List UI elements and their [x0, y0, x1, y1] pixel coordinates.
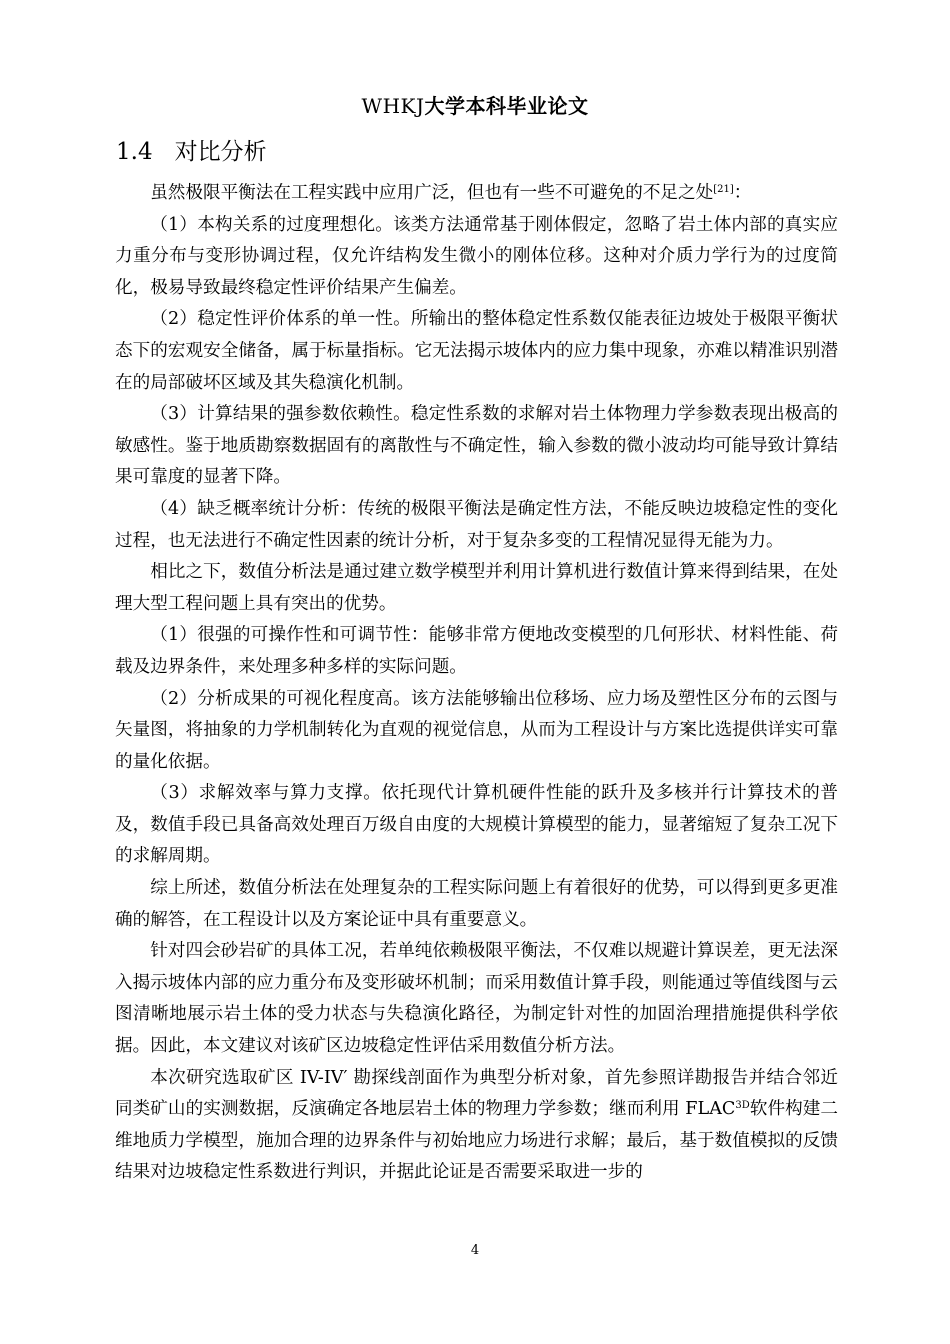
paragraph: 相比之下，数值分析法是通过建立数学模型并利用计算机进行数值计算来得到结果，在处理大型工程问题上具有突出的优势。	[115, 562, 838, 614]
paragraph: （3）计算结果的强参数依赖性。稳定性系数的求解对岩土体物理力学参数表现出极高的敏感性。鉴于地质勘察数据固有的离散性与不确定性，输入参数的微小波动均可能导致计算结果可靠度的显著下降。	[115, 404, 838, 488]
intro-paragraph	[115, 178, 838, 210]
section-number: 1.4	[116, 139, 153, 165]
intro-text: 虽然极限平衡法在工程实践中应用广泛，但也有一些不可避免的不足之处	[150, 183, 714, 203]
section-title: 对比分析	[174, 139, 267, 165]
running-header	[0, 93, 950, 119]
paragraph: 针对四会砂岩矿的具体工况，若单纯依赖极限平衡法，不仅难以规避计算误差，更无法深入揭示坡体内部的应力重分布及变形破坏机制；而采用数值计算手段，则能通过等值线图与云图清晰地展示岩土体的受力状态与失稳演化路径，为制定针对性的加固治理措施提供科学依据。因此，本文建议对该矿区边坡稳定性评估采用数值分析方法。	[115, 941, 838, 1057]
paragraph: （1）本构关系的过度理想化。该类方法通常基于刚体假定，忽略了岩土体内部的真实应力重分布与变形协调过程，仅允许结构发生微小的刚体位移。这种对介质力学行为的过度简化，极易导致最终稳定性评价结果产生偏差。	[115, 214, 838, 298]
header-university: 大学本科毕业论文	[424, 94, 589, 118]
paragraph: （3）求解效率与算力支撑。依托现代计算机硬件性能的跃升及多核并行计算技术的普及，数值手段已具备高效处理百万级自由度的大规模计算模型的能力，显著缩短了复杂工况下的求解周期。	[115, 783, 838, 867]
page-number: 4	[470, 1243, 480, 1258]
final-text-after: 软件构建二维地质力学模型，施加合理的边界条件与初始地应力场进行求解；最后，基于数值模拟的反馈结果对边坡稳定性系数进行判识，并据此论证是否需要采取进一步的	[115, 1099, 838, 1183]
intro-end: ：	[733, 183, 752, 203]
flac-superscript: 3D	[735, 1100, 750, 1112]
body-text	[115, 178, 838, 1189]
header-code: WHKJ	[361, 94, 425, 118]
paragraph: （4）缺乏概率统计分析：传统的极限平衡法是确定性方法，不能反映边坡稳定性的变化过程，也无法进行不确定性因素的统计分析，对于复杂多变的工程情况显得无能为力。	[115, 498, 838, 551]
paragraph: 综上所述，数值分析法在处理复杂的工程实际问题上有着很好的优势，可以得到更多更准确的解答，在工程设计以及方案论证中具有重要意义。	[115, 878, 838, 930]
paragraph: （2）分析成果的可视化程度高。该方法能够输出位移场、应力场及塑性区分布的云图与矢量图，将抽象的力学机制转化为直观的视觉信息，从而为工程设计与方案比选提供详实可靠的量化依据。	[115, 688, 838, 772]
paragraph: （2）稳定性评价体系的单一性。所输出的整体稳定性系数仅能表征边坡处于极限平衡状态下的宏观安全储备，属于标量指标。它无法揭示坡体内的应力集中现象，亦难以精准识别潜在的局部破坏区域及其失稳演化机制。	[115, 309, 838, 393]
citation-ref: [21]	[713, 184, 734, 195]
section-heading	[116, 136, 267, 168]
final-text-before: 本次研究选取矿区 IV-IV′ 勘探线剖面作为典型分析对象，首先参照详勘报告并结合邻近同类矿山的实测数据，反演确定各地层岩土体的物理力学参数；继而利用 FLAC	[115, 1067, 838, 1120]
paragraph: （1）很强的可操作性和可调节性：能够非常方便地改变模型的几何形状、材料性能、荷载及边界条件，来处理多种多样的实际问题。	[115, 625, 838, 677]
final-paragraph	[115, 1063, 838, 1189]
